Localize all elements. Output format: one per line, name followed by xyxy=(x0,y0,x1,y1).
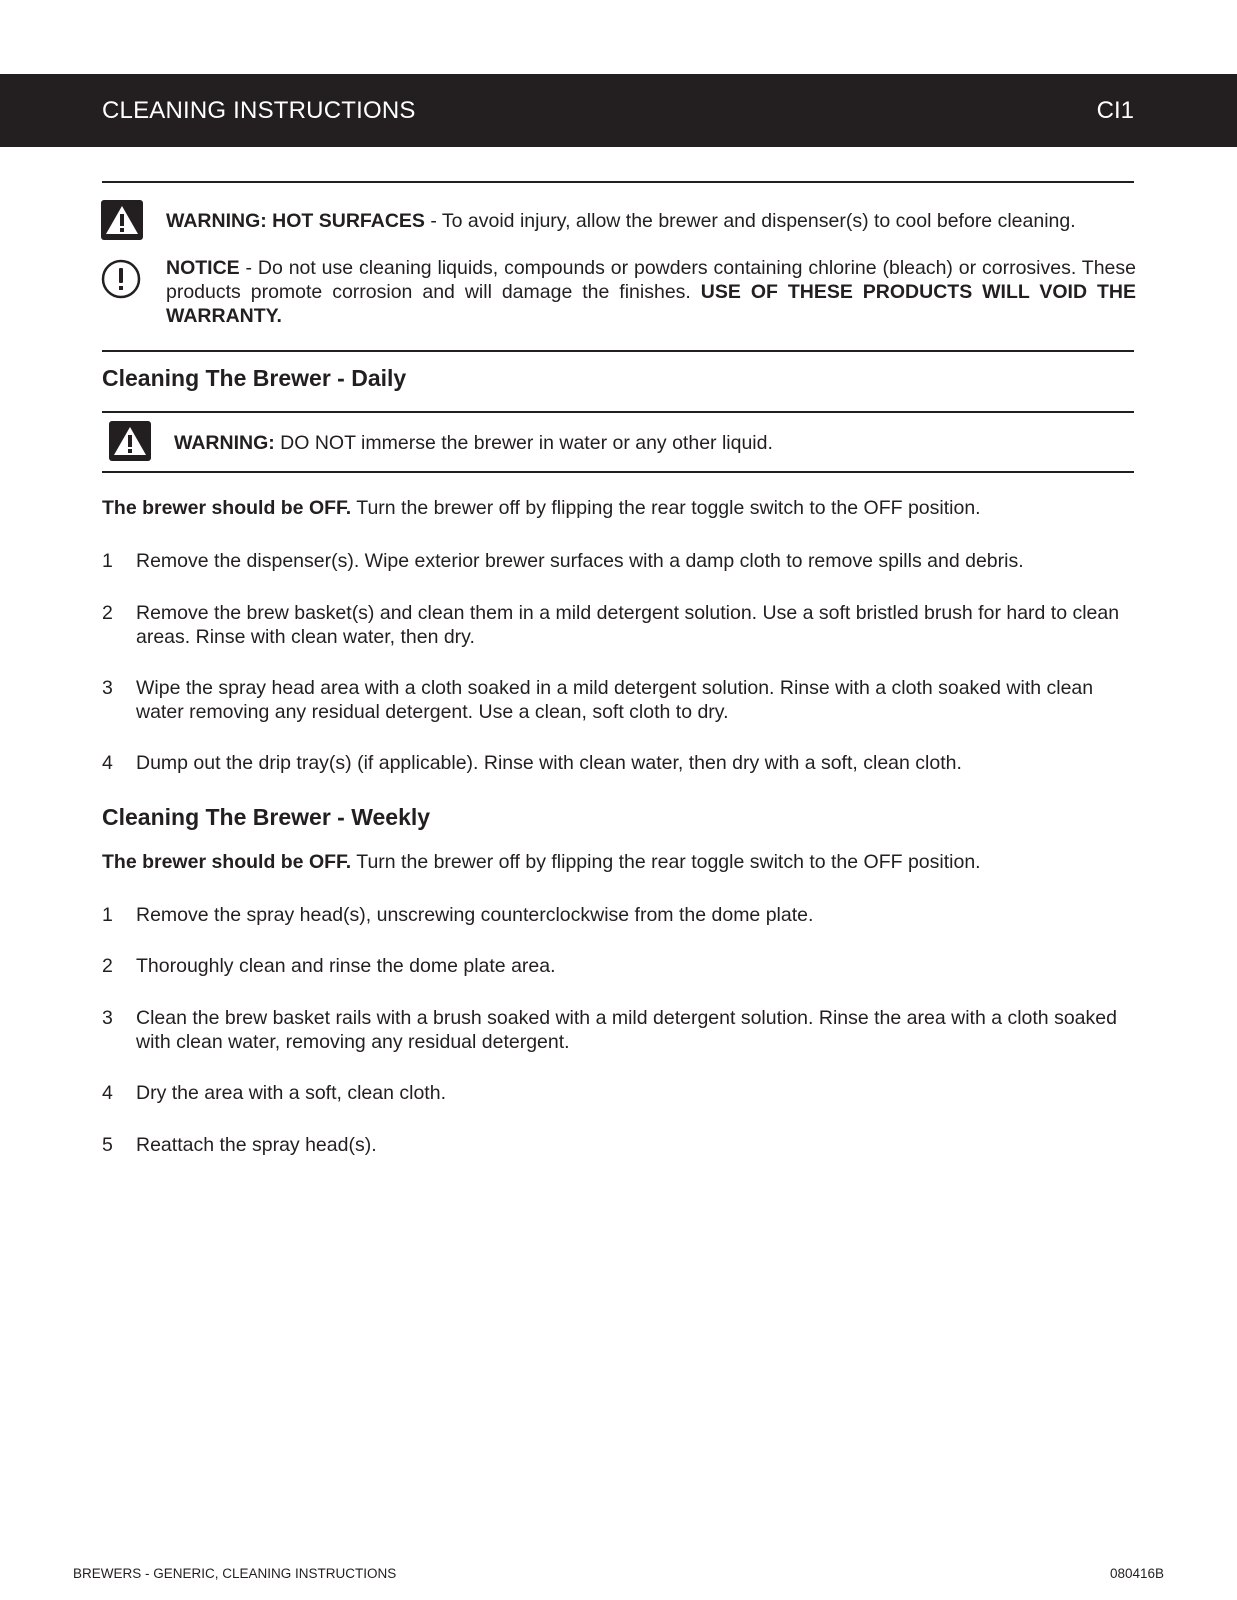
warning-triangle-icon xyxy=(109,421,151,466)
step-number: 4 xyxy=(102,1082,113,1104)
footer-document-title: BREWERS - GENERIC, CLEANING INSTRUCTIONS xyxy=(73,1566,397,1581)
step-number: 1 xyxy=(102,550,113,572)
step-number: 1 xyxy=(102,904,113,926)
weekly-off-instruction: The brewer should be OFF. Turn the brewer off by flipping the rear toggle switch to the OFF position. xyxy=(102,851,981,873)
warning-immerse: WARNING: DO NOT immerse the brewer in water or any other liquid. xyxy=(174,432,773,454)
weekly-step-text: Thoroughly clean and rinse the dome plate area. xyxy=(136,955,556,977)
divider xyxy=(102,471,1134,473)
section-title-daily: Cleaning The Brewer - Daily xyxy=(102,365,407,391)
step-number: 2 xyxy=(102,955,113,977)
daily-off-instruction: The brewer should be OFF. Turn the brewer off by flipping the rear toggle switch to the OFF position. xyxy=(102,497,981,519)
footer-document-code: 080416B xyxy=(1109,1566,1164,1581)
weekly-step-text: Dry the area with a soft, clean cloth. xyxy=(136,1082,446,1104)
step-number: 2 xyxy=(102,602,113,624)
daily-step-text: Remove the brew basket(s) and clean them in a mild detergent solution. Use a soft bristled brush for hard to clean areas. Rinse with clean water, then dry. xyxy=(136,602,1120,648)
notice-exclamation-icon xyxy=(101,259,141,304)
daily-step-text: Wipe the spray head area with a cloth soaked in a mild detergent solution. Rinse with a cloth soaked with clean water removing any residual detergent. Use a clean, soft cloth to dry. xyxy=(136,677,1094,723)
daily-step-text: Remove the dispenser(s). Wipe exterior brewer surfaces with a damp cloth to remove spills and debris. xyxy=(136,550,1024,572)
page-title: CLEANING INSTRUCTIONS xyxy=(102,97,416,124)
section-title-weekly: Cleaning The Brewer - Weekly xyxy=(102,804,431,830)
warning-triangle-icon xyxy=(101,200,143,245)
step-number: 3 xyxy=(102,1007,113,1029)
divider xyxy=(102,350,1134,352)
divider-top xyxy=(102,181,1134,183)
divider xyxy=(102,411,1134,413)
weekly-step-text: Reattach the spray head(s). xyxy=(136,1134,377,1156)
page-code: CI1 xyxy=(1096,97,1134,124)
warning-hot-surfaces: WARNING: HOT SURFACES - To avoid injury, allow the brewer and dispenser(s) to cool before cleaning. xyxy=(166,210,1076,232)
daily-step-text: Dump out the drip tray(s) (if applicable). Rinse with clean water, then dry with a soft, clean cloth. xyxy=(136,752,962,774)
step-number: 5 xyxy=(102,1134,113,1156)
weekly-step-text: Remove the spray head(s), unscrewing counterclockwise from the dome plate. xyxy=(136,904,814,926)
notice-text: NOTICE - Do not use cleaning liquids, compounds or powders containing chlorine (bleach) or corrosives. These products promote corrosion and will damage the finishes. USE OF THESE PRODUCTS WILL VOID THE WARRANTY. xyxy=(166,257,1136,327)
weekly-step-text: Clean the brew basket rails with a brush soaked with a mild detergent solution. Rinse the area with a cloth soaked with clean water, removing any residual detergent. xyxy=(136,1007,1117,1053)
step-number: 4 xyxy=(102,752,113,774)
step-number: 3 xyxy=(102,677,113,699)
